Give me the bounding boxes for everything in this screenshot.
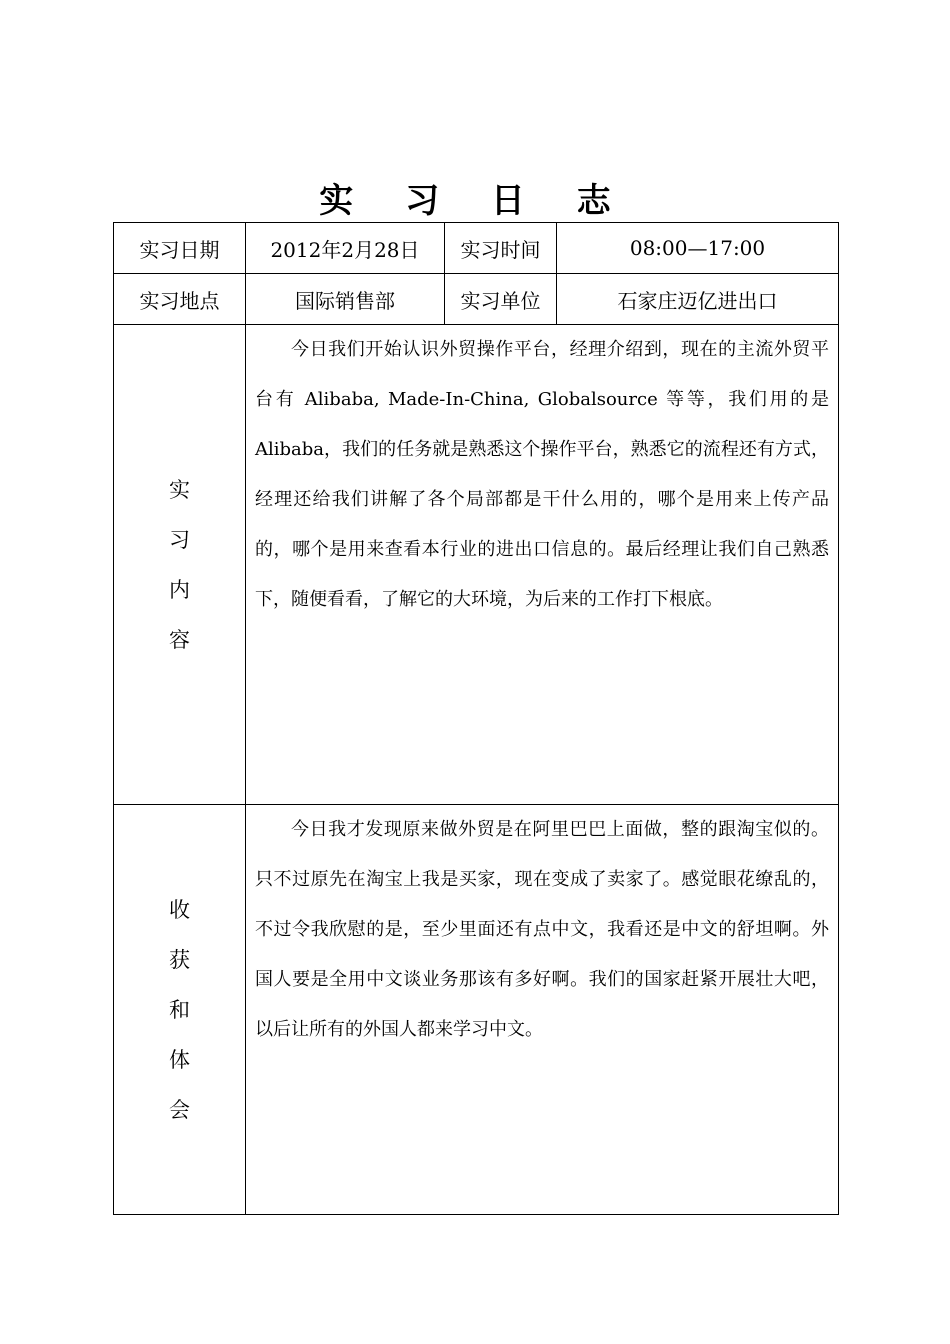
content-label-char: 容 — [169, 627, 190, 652]
time-value: 08:00—17:00 — [557, 223, 839, 274]
unit-label: 实习单位 — [445, 274, 557, 325]
gains-label-char: 获 — [169, 947, 190, 972]
date-value: 2012年2月28日 — [246, 223, 445, 274]
content-label-char: 习 — [169, 527, 190, 552]
place-value: 国际销售部 — [246, 274, 445, 325]
content-text: 今日我们开始认识外贸操作平台，经理介绍到，现在的主流外贸平台有 Alibaba, Made-In-China, Globalsource 等等，我们用的是 Alibaba，我们的任务就是熟悉这个操作平台，熟悉它的流程还有方式，经理还给我们讲解了各个局部都是干什么用的，哪个是用来上传产品的，哪个是用来查看本行业的进出口信息的。最后经理让我们自己熟悉下，随便看看，了解它的大环境，为后来的工作打下根底。 — [255, 339, 829, 610]
gains-cell — [246, 805, 839, 1215]
gains-label-char: 和 — [169, 997, 190, 1022]
unit-value: 石家庄迈亿进出口 — [557, 274, 839, 325]
time-label: 实习时间 — [445, 223, 557, 274]
content-cell — [246, 325, 839, 805]
content-label — [114, 325, 246, 805]
gains-text: 今日我才发现原来做外贸是在阿里巴巴上面做，整的跟淘宝似的。只不过原先在淘宝上我是买家，现在变成了卖家了。感觉眼花缭乱的，不过令我欣慰的是，至少里面还有点中文，我看还是中文的舒坦啊。外国人要是全用中文谈业务那该有多好啊。我们的国家赶紧开展壮大吧，以后让所有的外国人都来学习中文。 — [255, 819, 829, 1040]
content-row — [114, 325, 839, 805]
gains-label-char: 会 — [169, 1097, 190, 1122]
place-label: 实习地点 — [114, 274, 246, 325]
gains-label — [114, 805, 246, 1215]
internship-log-table — [113, 222, 839, 1215]
content-label-char: 实 — [169, 477, 190, 502]
gains-label-char: 收 — [169, 897, 190, 922]
page-title: 实 习 日 志 — [319, 181, 631, 221]
date-time-row — [114, 223, 839, 274]
date-label: 实习日期 — [114, 223, 246, 274]
place-unit-row — [114, 274, 839, 325]
gains-row — [114, 805, 839, 1215]
gains-label-char: 体 — [169, 1047, 190, 1072]
content-label-char: 内 — [169, 577, 190, 602]
